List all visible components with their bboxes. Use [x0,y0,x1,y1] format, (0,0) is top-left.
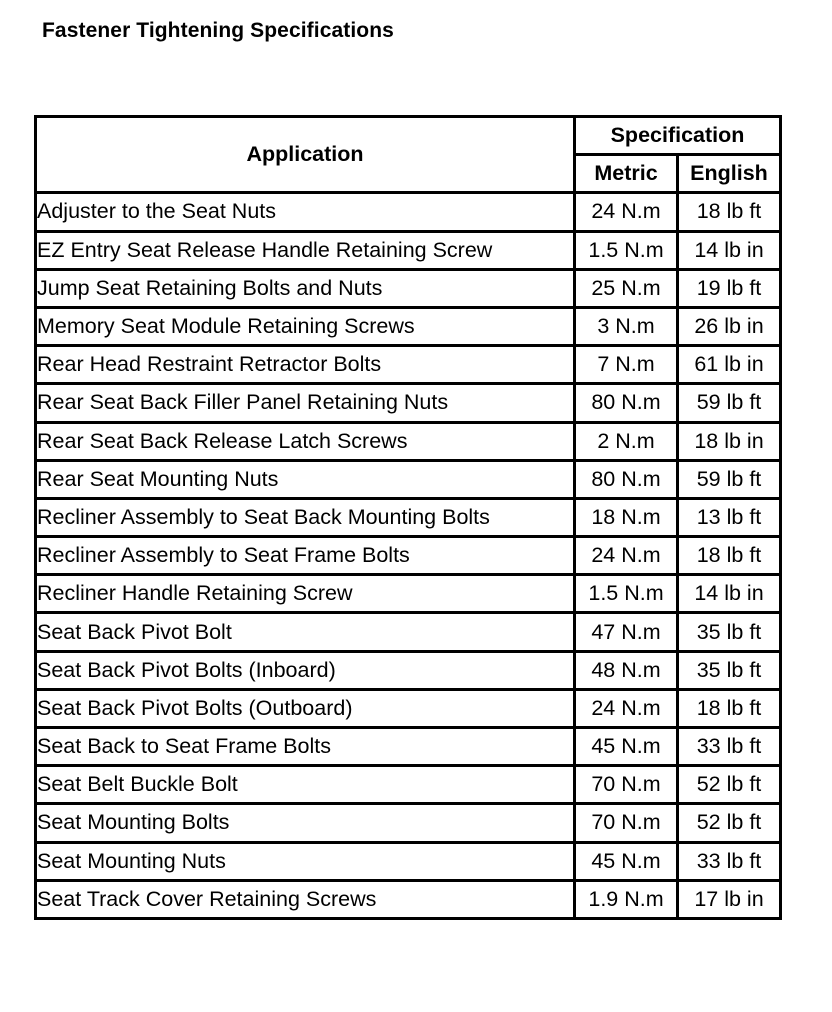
english-cell: 33 lb ft [678,842,781,880]
application-cell: Rear Seat Back Filler Panel Retaining Nuts [36,384,575,422]
application-cell: Seat Track Cover Retaining Screws [36,880,575,918]
table-row [36,613,781,651]
application-cell: Rear Head Restraint Retractor Bolts [36,346,575,384]
table-row [36,269,781,307]
english-cell: 52 lb ft [678,766,781,804]
table-row [36,842,781,880]
english-cell: 61 lb in [678,346,781,384]
application-cell: Memory Seat Module Retaining Screws [36,307,575,345]
table-row [36,651,781,689]
application-cell: EZ Entry Seat Release Handle Retaining Screw [36,231,575,269]
table-row [36,728,781,766]
english-cell: 17 lb in [678,880,781,918]
application-cell: Rear Seat Back Release Latch Screws [36,422,575,460]
metric-cell: 48 N.m [575,651,678,689]
english-cell: 19 lb ft [678,269,781,307]
table-row [36,766,781,804]
english-cell: 52 lb ft [678,804,781,842]
english-cell: 18 lb ft [678,689,781,727]
application-cell: Recliner Handle Retaining Screw [36,575,575,613]
metric-cell: 80 N.m [575,384,678,422]
english-header: English [678,155,781,193]
metric-cell: 25 N.m [575,269,678,307]
english-cell: 18 lb in [678,422,781,460]
english-cell: 35 lb ft [678,613,781,651]
metric-header: Metric [575,155,678,193]
metric-cell: 24 N.m [575,689,678,727]
metric-cell: 3 N.m [575,307,678,345]
english-cell: 33 lb ft [678,728,781,766]
application-cell: Recliner Assembly to Seat Back Mounting Bolts [36,498,575,536]
english-cell: 14 lb in [678,575,781,613]
table-row [36,307,781,345]
table-row [36,346,781,384]
metric-cell: 24 N.m [575,193,678,231]
spec-table-body [36,193,781,919]
table-row [36,804,781,842]
metric-cell: 7 N.m [575,346,678,384]
english-cell: 13 lb ft [678,498,781,536]
table-row [36,575,781,613]
english-cell: 18 lb ft [678,537,781,575]
application-cell: Recliner Assembly to Seat Frame Bolts [36,537,575,575]
english-cell: 35 lb ft [678,651,781,689]
table-row [36,384,781,422]
table-row [36,193,781,231]
metric-cell: 18 N.m [575,498,678,536]
application-header: Application [36,117,575,193]
english-cell: 59 lb ft [678,460,781,498]
english-cell: 14 lb in [678,231,781,269]
english-cell: 26 lb in [678,307,781,345]
table-row [36,231,781,269]
spec-table [34,115,782,920]
application-cell: Adjuster to the Seat Nuts [36,193,575,231]
metric-cell: 1.5 N.m [575,231,678,269]
metric-cell: 24 N.m [575,537,678,575]
application-cell: Seat Back Pivot Bolt [36,613,575,651]
specification-header: Specification [575,117,781,155]
application-cell: Seat Mounting Nuts [36,842,575,880]
application-cell: Rear Seat Mounting Nuts [36,460,575,498]
application-cell: Seat Belt Buckle Bolt [36,766,575,804]
application-cell: Jump Seat Retaining Bolts and Nuts [36,269,575,307]
metric-cell: 1.5 N.m [575,575,678,613]
metric-cell: 80 N.m [575,460,678,498]
metric-cell: 2 N.m [575,422,678,460]
application-cell: Seat Back Pivot Bolts (Inboard) [36,651,575,689]
application-cell: Seat Mounting Bolts [36,804,575,842]
table-row [36,460,781,498]
table-row [36,689,781,727]
table-row [36,537,781,575]
metric-cell: 47 N.m [575,613,678,651]
page-title: Fastener Tightening Specifications [42,19,394,42]
metric-cell: 45 N.m [575,842,678,880]
table-row [36,498,781,536]
english-cell: 59 lb ft [678,384,781,422]
metric-cell: 1.9 N.m [575,880,678,918]
metric-cell: 70 N.m [575,804,678,842]
metric-cell: 70 N.m [575,766,678,804]
application-cell: Seat Back to Seat Frame Bolts [36,728,575,766]
metric-cell: 45 N.m [575,728,678,766]
table-row [36,422,781,460]
english-cell: 18 lb ft [678,193,781,231]
table-row [36,880,781,918]
application-cell: Seat Back Pivot Bolts (Outboard) [36,689,575,727]
